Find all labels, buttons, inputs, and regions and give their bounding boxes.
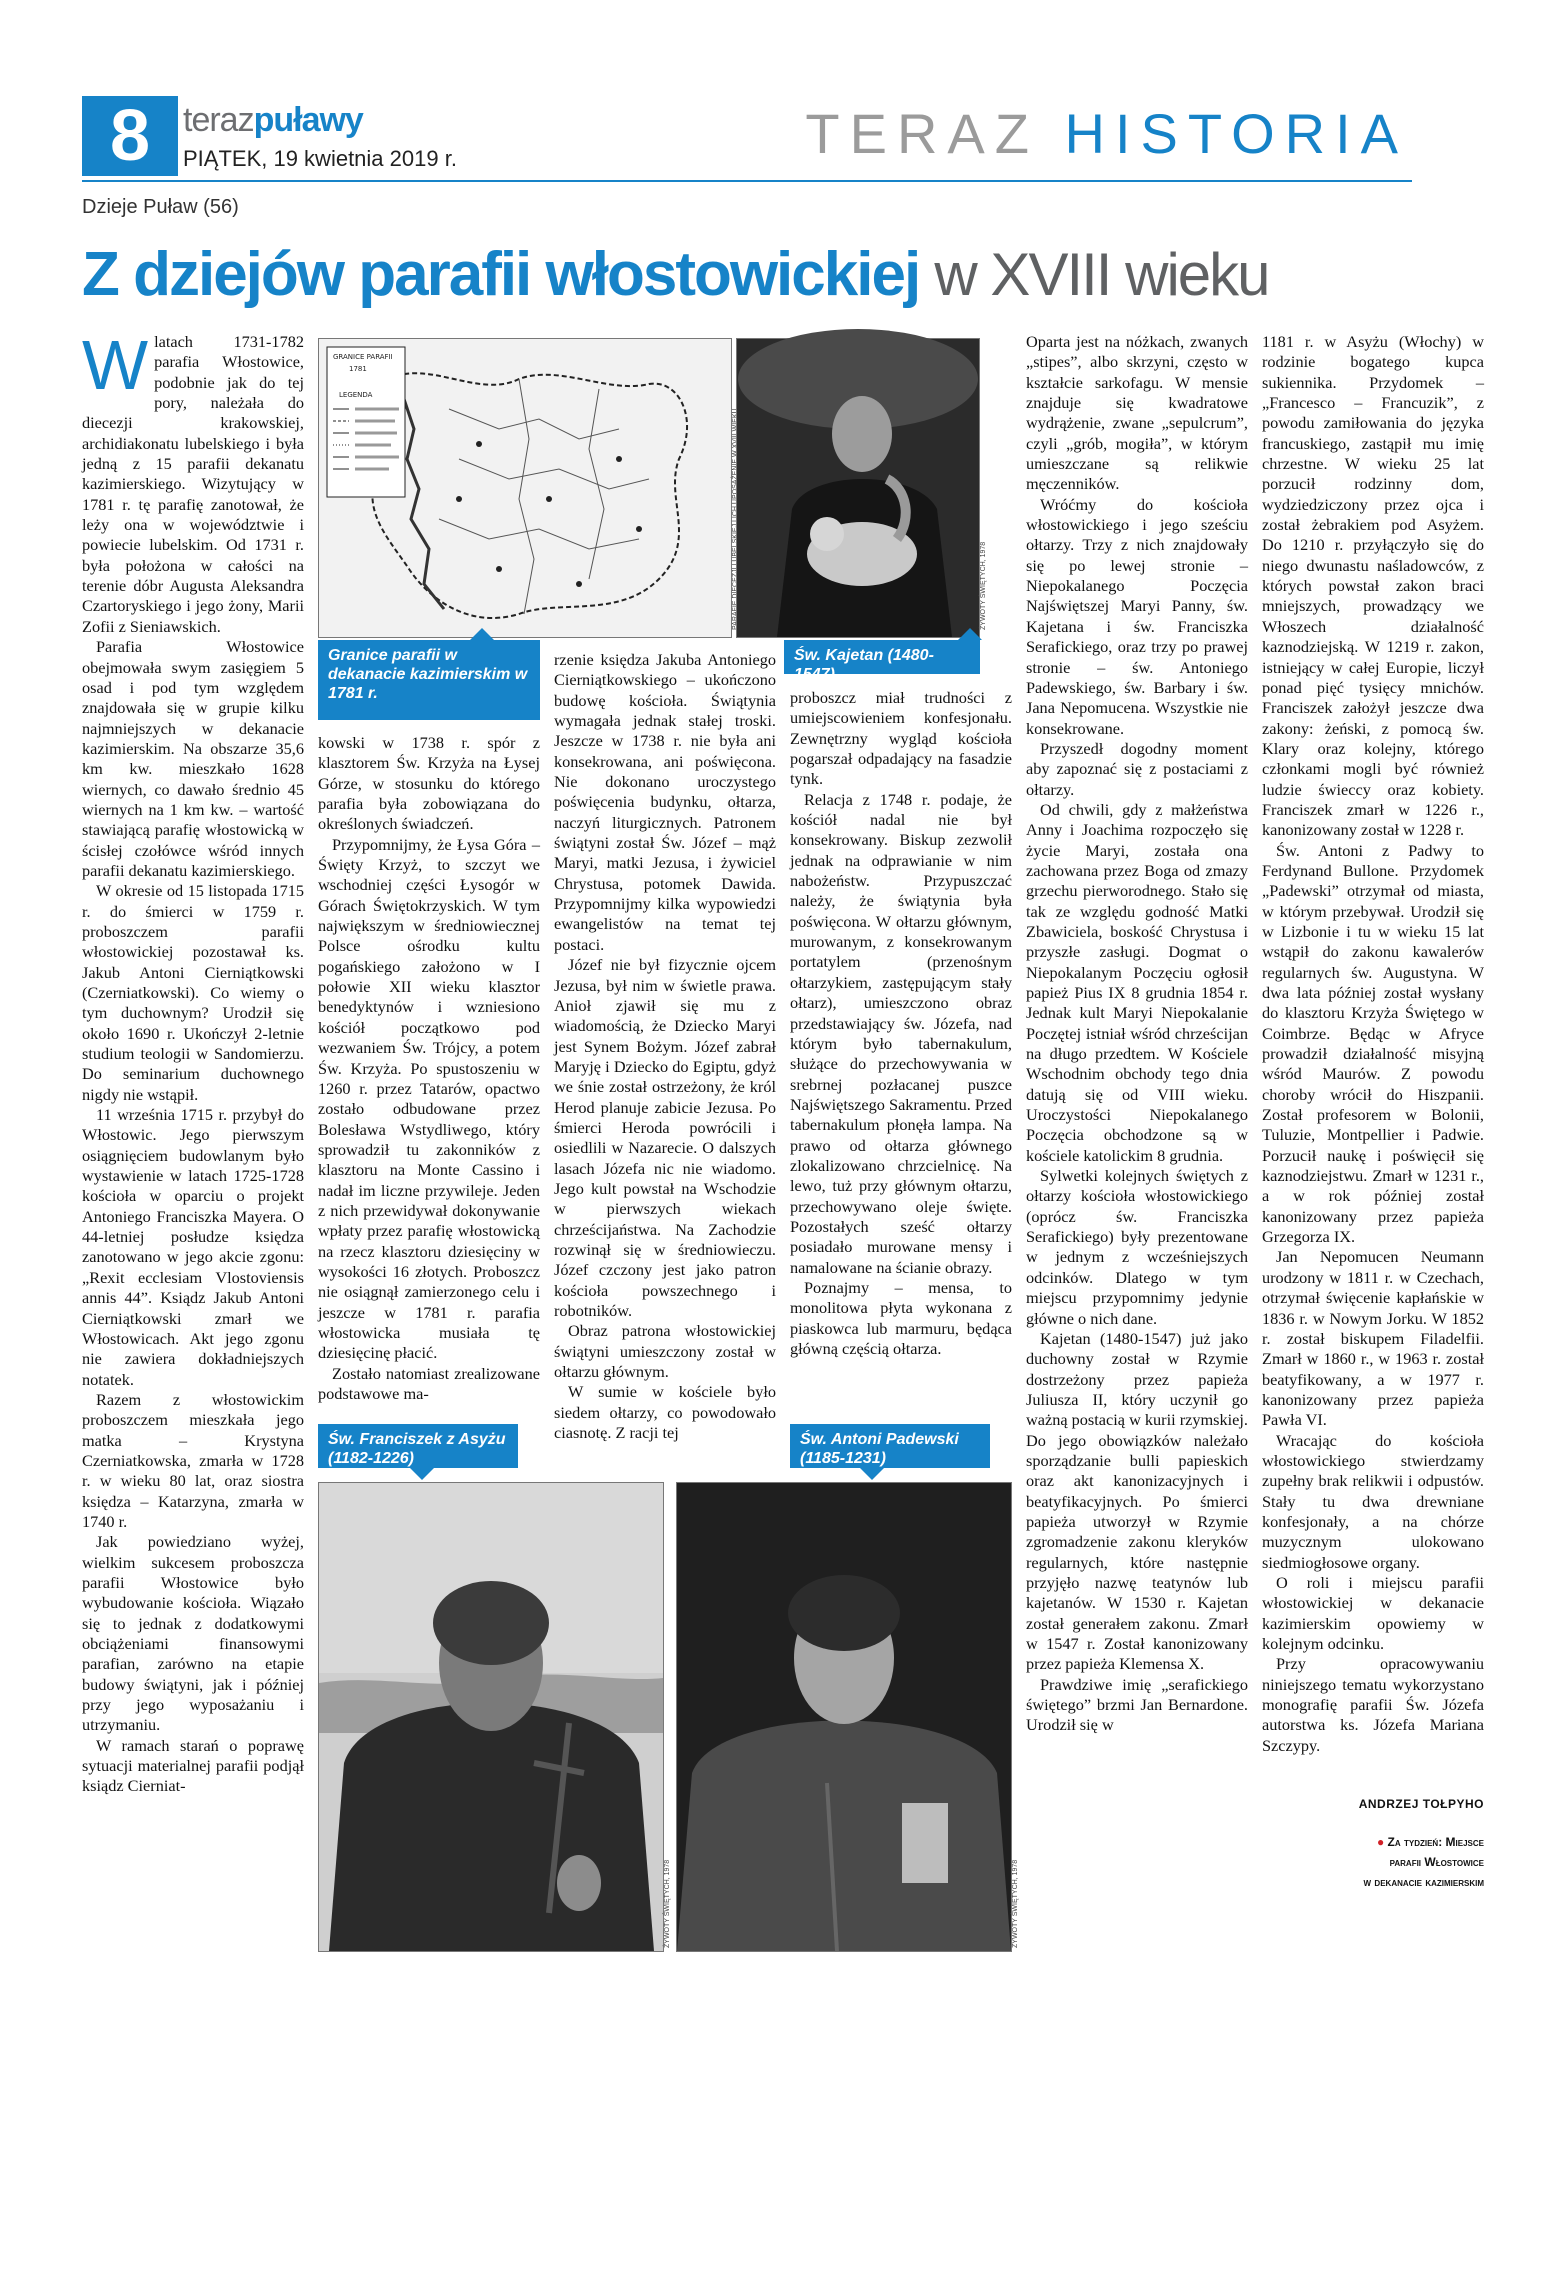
kajetan-caption-arrow (958, 628, 982, 640)
franciszek-caption-line-1: Św. Franciszek z Asyżu (328, 1431, 506, 1448)
map-caption-arrow (470, 628, 494, 640)
antoni-image (676, 1482, 1012, 1952)
map-caption: Granice parafii w dekanacie kazimierskim w 1781 r. (318, 640, 540, 720)
col1-paragraph: 11 września 1715 r. przybył do Włostowic. Jego pierwszym osiągnięciem budowlanym było wystawienie w latach 1725-1728 kościoła w oparciu o projekt Antoniego Franciszka Mayera. O 44-letniej posłudze księdza zanotowano w jego akcie zgonu: „Rexit ecclesiam Vlostoviensis annis 44”. Ksiądz Jakub Antoni Cierniątkowski zmarł we Włostowicach. Akt jego zgonu nie zawiera dokładniejszych notatek. (82, 1105, 304, 1389)
article-headline (82, 236, 1482, 314)
col2-paragraph: kowski w 1738 r. spór z klasztorem Św. Krzyża na Łysej Górze, w stosunku do którego parafia była zobowiązana do określonych świadczeń. (318, 733, 540, 834)
col5-paragraph: Sylwetki kolejnych świętych z ołtarzy kościoła włostowickiego (oprócz św. Franciszka Serafickiego) były prezentowane w jednym z wcześniejszych odcinków. Dlatego w tym miejscu przypomnimy jedynie główne o nich dane. (1026, 1166, 1248, 1328)
kajetan-image (736, 338, 980, 638)
col3-paragraph: rzenie księdza Jakuba Antoniego Cierniątkowskiego – ukończono budowę kościoła. Świątynia wymagała jednak stałej troski. Jeszcze w 1738 r. nie była ani konsekrowana, ani poświęcona. Nie dokonano uroczystego poświęcenia budynku, ołtarza, naczyń liturgicznych. Patronem świątyni został Św. Józef – mąż Maryi, matki Jezusa, i żywiciel Chrystusa, potomek Dawida. Przypomnijmy kilka wypowiedzi ewangelistów na temat tej postaci. (554, 650, 776, 954)
col2-paragraph: Przypomnijmy, że Łysa Góra – Święty Krzyż, to szczyt we wschodniej części Łysogór w Górach Świętokrzyskich. W tym największym w średniowiecznej Polsce ośrodku kultu pogańskiego założono w I połowie XII wieku klasztor benedyktynów i wzniesiono kościół początkowo pod wezwaniem Św. Trójcy, a potem Św. Krzyża. Po spustoszeniu w 1260 r. przez Tatarów, opactwo zostało odbudowane przez Bolesława Wstydliwego, który sprowadził tu zakonników z klasztoru na Monte Cassino i nadał im liczne przywileje. Jeden z nich przewidywał dokonywanie wpłaty przez parafię włostowicką na rzecz klasztoru dziesięciny w wysokości 16 złotych. Proboszcz nie osiągnął zamierzonego celu i jeszcze w 1781 r. parafia włostowicka musiała tę dziesięcinę płacić. (318, 834, 540, 1363)
col5-paragraph: Wróćmy do kościoła włostowickiego i jego sześciu ołtarzy. Trzy z nich znajdowały się po lewej stronie – Niepokalanego Poczęcia Najświętszej Maryi Panny, św. Kajetana i św. Franciszka Serafickiego, oraz trzy po prawej stronie – św. Antoniego Padewskiego, św. Barbary i św. Jana Nepomucena. Wszystkie nie konsekrowane. (1026, 494, 1248, 738)
section-title-part-2: HISTORIA (1064, 102, 1408, 165)
next-week-text-1: Miejsce (1445, 1835, 1484, 1849)
header-rule (82, 180, 1412, 182)
col6-paragraph: O roli i miejscu parafii włostowickiej w dekanacie kazimierskim opowiemy w kolejnym odcinku. (1262, 1572, 1484, 1653)
col1-paragraph: Parafia Włostowice obejmowała swym zasięgiem 5 osad i pod tym względem znajdowała się w grupie kilku najmniejszych w dekanacie kazimierskim. Na obszarze 35,6 km kw. mieszkało 1628 wiernych, co dawało średnio 45 wiernych na 1 km kw. – wartość stawiającą parafię włostowicką w ścisłej czołówce wśród innych parafii dekanatu kazimierskiego. (82, 637, 304, 880)
col5-paragraph: Przyszedł dogodny moment aby zapoznać się z postaciami z ołtarzy. (1026, 738, 1248, 799)
franciszek-painting (319, 1483, 663, 1951)
logo-part-2: puławy (253, 101, 363, 139)
col4-paragraph: Poznajmy – mensa, to monolitowa płyta wykonana z piaskowca lub marmuru, będąca główną częścią ołtarza. (790, 1277, 1012, 1358)
next-week-promo (1262, 1832, 1484, 1892)
col1-paragraph: Jak powiedziano wyżej, wielkim sukcesem proboszcza parafii Włostowice było wybudowanie kościoła. Wiązało się to jednak z dodatkowymi obciążeniami finansowymi parafian, zarówno na etapie budowy świątyni, jak i później przy jego wyposażaniu i utrzymaniu. (82, 1532, 304, 1735)
col3-paragraph: W sumie w kościele było siedem ołtarzy, co powodowało ciasnotę. Z racji tej (554, 1382, 776, 1443)
col4-paragraph: Relacja z 1748 r. podaje, że kościół nadal nie był konsekrowany. Biskup zezwolił jednak na odprawianie w nim nabożeństw. Przypuszczać należy, że świątynia była poświęcona. W ołtarzu głównym, murowanym, z konsekrowanym portatylem (przenośnym ołtarzykiem, zastępującym stały ołtarz), umieszczono obraz przedstawiający św. Józefa, nad którym było tabernakulum, służące do przechowywania w srebrnej pozłacanej puszce Najświętszego Sakramentu. Przed tabernakulum płonęła lampa. Na prawo od ołtarza głównego zlokalizowano chrzcielnicę. Na lewo, tuż przy głównym ołtarzu, przechowywano oleje święte. Pozostałych sześć ołtarzy posiadało murowane mensy i namalowane na ścianie obrazy. (790, 789, 1012, 1277)
franciszek-credit: ŻYWOTY ŚWIĘTYCH, 1978 (664, 1859, 671, 1948)
kajetan-caption: Św. Kajetan (1480-1547) (784, 640, 980, 674)
franciszek-caption-line-2: (1182-1226) (328, 1450, 414, 1467)
col6-paragraph: Św. Antoni z Padwy to Ferdynand Bullone. Przydomek „Padewski” otrzymał od miasta, w którym przebywał. Urodził się w Lizbonie i tu w wieku 15 lat wstąpił do zakonu kawalerów regularnych św. Augustyna. W dwa lata później został wysłany do klasztoru Krzyża Świętego w Coimbrze. Będąc w Afryce prowadził działalność misyjną wśród Maurów. Z powodu choroby wrócił do Hiszpanii. Został profesorem w Bolonii, Tuluzie, Montpellier i Padwie. Porzucił naukę i poświęcił się kaznodziejstwu. Zmarł w 1231 r., a w rok później został kanonizowany przez papieża Grzegorza IX. (1262, 840, 1484, 1247)
logo-part-1: teraz (183, 101, 254, 139)
franciszek-caption-arrow (410, 1468, 434, 1480)
col4-paragraph: proboszcz miał trudności z umiejscowieniem konfesjonału. Zewnętrzny wygląd kościoła pogarszał odpadający na fasadzie tynk. (790, 688, 1012, 789)
antoni-painting (677, 1483, 1011, 1951)
col1-paragraph: Razem z włostowickim proboszczem mieszkała jego matka – Krystyna Czerniatkowska, zmarła w 1728 r. w wieku 80 lat, oraz siostra księdza – Katarzyna, zmarła w 1740 r. (82, 1389, 304, 1531)
drop-cap: W (82, 326, 149, 404)
article-column-3 (554, 650, 776, 1443)
antoni-caption-arrow (860, 1468, 884, 1480)
next-week-label: Za tydzień: (1387, 1835, 1443, 1849)
col6-paragraph: 1181 r. w Asyżu (Włochy) w rodzinie bogatego kupca sukiennika. Przydomek – „Francesco – Francuzik”, z powodu zamiłowania do języka francuskiego, zastąpił mu imię chrzestne. W wieku 25 lat porzucił rodzinny dom, wydziedziczony przez ojca i został żebrakiem pod Asyżem. Do 1210 r. przyłączyło się do niego dwunastu naśladowców, z których powstał zakon braci mniejszych, prowadzący we Włoszech działalność kaznodziejską. W 1219 r. zakon, istniejący w całej Europie, liczył ponad pięć tysięcy mnichów. Franciszek założył jeszcze dwa zakony: żeński, z pomocą św. Klary oraz kolejny, którego członkami mogli być również ludzie świeccy oraz kobiety. Franciszek zmarł w 1226 r., kanonizowany został w 1228 r. (1262, 332, 1484, 840)
col3-paragraph: Obraz patrona włostowickiej świątyni umieszczony został w ołtarzu głównym. (554, 1321, 776, 1382)
article-column-4 (790, 688, 1012, 1410)
col2-paragraph: Zostało natomiast zrealizowane podstawowe ma- (318, 1363, 540, 1403)
map-image (318, 338, 732, 638)
article-column-2 (318, 733, 540, 1410)
map-year: 1781 (349, 365, 367, 373)
next-week-text-3: w dekanacie kazimierskim (1363, 1875, 1484, 1889)
col6-paragraph: Wracając do kościoła włostowickiego stwierdzamy zupełny brak relikwii i odpustów. Stały tu dwa drewniane konfesjonały, a na chórze muzycznym ulokowano siedmiogłosowe organy. (1262, 1430, 1484, 1572)
article-column-1 (82, 326, 304, 1950)
col5-paragraph: Od chwili, gdy z małżeństwa Anny i Joachima rozpoczęło się życie Maryi, została ona zachowana przez Boga od zmazy grzechu pierworodnego. Stało się tak ze względu godność Matki Zbawiciela, boskość Chrystusa i przyszłe zasługi. Dogmat o Niepokalanym Poczęciu ogłosił papież Pius IX 8 grudnia 1854 r. Jednak kult Maryi Niepokalanie Poczętej istniał wśród chrześcijan na długo przedtem. W Kościele Wschodnim obchody tego dnia datują się od VIII wieku. Uroczystości Niepokalanego Poczęcia obchodzone są w kościele katolickim 8 grudnia. (1026, 799, 1248, 1165)
col6-paragraph: Jan Nepomucen Neumann urodzony w 1811 r. w Czechach, otrzymał święcenie kapłańskie w 1836 r. w Nowym Jorku. W 1852 r. został biskupem Filadelfii. Zmarł w 1860 r., w 1963 r. został beatyfikowany, a w 1977 r. kanonizowany przez papieża Pawła VI. (1262, 1247, 1484, 1430)
antoni-caption (790, 1424, 990, 1468)
col5-paragraph: Kajetan (1480-1547) już jako duchowny został w Rzymie dostrzeżony przez papieża Juliusza II, który uczynił go ważną postacią w kurii rzymskiej. Do jego obowiązków należało sporządzanie bulli papieskich oraz akt kanonizacyjnych i beatyfikacyjnych. Po śmierci papieża utworzył w Rzymie zgromadzenie zakonu kleryków regularnych, które następnie przyjęło nazwę teatynów lub kajetanów. W 1530 r. Kajetan został generałem zakonu. Zmarł w 1547 r. Został kanonizowany przez papieża Klemensa X. (1026, 1328, 1248, 1674)
section-title-part-1: TERAZ (805, 102, 1039, 165)
antoni-caption-line-2: (1185-1231) (800, 1450, 886, 1467)
issue-date: PIĄTEK, 19 kwietnia 2019 r. (183, 146, 457, 171)
headline-main: Z dziejów parafii włostowickiej (82, 240, 920, 309)
col1-paragraph: W okresie od 15 listopada 1715 r. do śmierci w 1759 r. proboszczem parafii włostowickiej pozostawał ks. Jakub Antoni Cierniątkowski (Czerniatkowski). Co wiemy o tym duchownym? Urodził się około 1690 r. Ukończył 2-letnie studium teologii w Sandomierzu. Do seminarium duchownego nigdy nie wstąpił. (82, 881, 304, 1104)
map-legend-title: LEGENDA (339, 391, 373, 399)
antoni-credit: ŻYWOTY ŚWIĘTYCH, 1978 (1012, 1859, 1019, 1948)
article-kicker: Dzieje Puław (56) (82, 196, 239, 218)
antoni-caption-line-1: Św. Antoni Padewski (800, 1431, 959, 1448)
kajetan-painting (737, 339, 979, 637)
col3-paragraph: Józef nie był fizycznie ojcem Jezusa, był nim w świetle prawa. Anioł zjawił się mu z wiadomością, że Dziecko Maryi jest Synem Bożym. Józef zabrał Maryję i Dziecko do Egiptu, gdyż we śnie został ostrzeżony, że król Herod planuje zabicie Jezusa. Po śmierci Heroda powrócili i osiedlili w Nazarecie. O dalszych lasach Józefa nic nie wiadomo. Jego kult powstał na Wschodzie w pierwszych wiekach chrześcijaństwa. Na Zachodzie rozwinął się w średniowieczu. Józef czczony jest jako patron kościoła powszechnego i robotników. (554, 955, 776, 1320)
newspaper-logo (183, 100, 363, 140)
section-title (805, 104, 1408, 164)
article-column-5 (1026, 332, 1248, 1950)
promo-bullet-icon: ● (1376, 1835, 1385, 1849)
page-number: 8 (82, 96, 178, 176)
col1-paragraph: latach 1731-1782 parafia Włostowice, podobnie jak do tej pory, należała do diecezji krakowskiej, archidiakonatu lubelskiego i była jedną z 15 parafii dekanatu kazimierskiego. Wizytujący w 1781 r. tę parafię zanotował, że leży ona w województwie i powiecie lubelskim. Od 1731 r. była położona w całości na terenie dóbr Augusta Aleksandra Czartoryskiego i jego żony, Marii Zofii z Sieniawskich. (82, 332, 304, 636)
col1-paragraph: W ramach starań o poprawę sytuacji materialnej parafii podjął ksiądz Cierniat- (82, 1735, 304, 1796)
article-column-6 (1262, 332, 1484, 1794)
article-author: ANDRZEJ TOŁPYHO (1358, 1797, 1484, 1811)
franciszek-caption (318, 1424, 518, 1468)
parish-map-drawing (319, 339, 731, 637)
col5-paragraph: Prawdziwe imię „serafickiego świętego” brzmi Jan Bernardone. Urodził się w (1026, 1674, 1248, 1735)
kajetan-credit: ŻYWOTY ŚWIĘTYCH, 1978 (980, 541, 987, 630)
col5-paragraph: Oparta jest na nóżkach, zwanych „stipes”, albo skrzyni, często w kształcie sarkofagu. W mensie znajduje się kwadratowe wydrążenie, zwane „sepulcrum”, czyli „grób, mogiła”, w którym umieszczane są relikwie męczenników. (1026, 332, 1248, 494)
headline-rest: w XVIII wieku (934, 241, 1269, 308)
franciszek-image (318, 1482, 664, 1952)
col6-paragraph: Przy opracowywaniu niniejszego tematu wykorzystano monografię parafii Św. Józefa autorstwa ks. Józefa Mariana Szczypy. (1262, 1654, 1484, 1755)
next-week-text-2: parafii Włostowice (1389, 1855, 1484, 1869)
map-title: GRANICE PARAFII (333, 353, 393, 361)
